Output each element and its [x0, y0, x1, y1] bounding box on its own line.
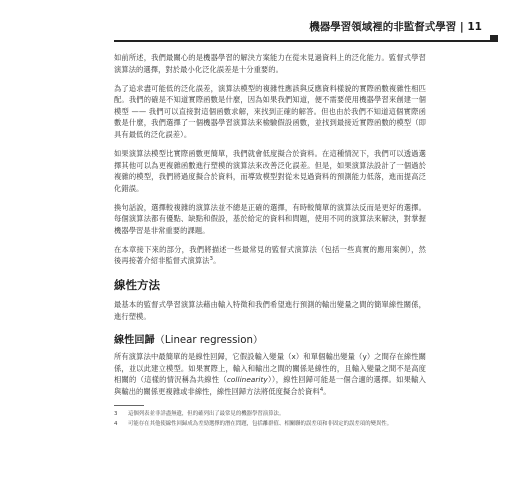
subsection-title-cjk: 線性回歸	[114, 335, 155, 347]
paragraph-linear-regression	[114, 351, 426, 397]
paragraph-algorithm-choice: 換句話說，選擇較複雜的演算法並不總是正確的選擇，有時較簡單的演算法反而是更好的選擇。每個演算法都有優點、缺點和假設，基於給定的資料和問題，使用不同的演算法來解決，對掌握機器學習是非常重要的課題。	[114, 202, 426, 235]
header-tab-marker	[490, 35, 498, 40]
footnote-ref-3[interactable]: 3	[209, 256, 214, 263]
lr-term-collinearity: collinearity	[226, 375, 268, 385]
lr-text-part2: ）），線性回歸可能是一個合適的選擇。如果輸入與輸出的關係更複雜或非線性，線性回歸方法將低度擬合於資料	[114, 375, 426, 397]
paragraph-chapter-overview-text: 在本章接下來的部分，我們將描述一些最常見的監督式演算法（包括一些真實的應用案例），然後再接著介紹非監督式演算法	[114, 244, 426, 266]
subsection-title-en: （Linear regression）	[154, 335, 264, 347]
lr-text-end: 。	[323, 387, 331, 397]
footnote-number: 4	[114, 420, 118, 427]
running-header-title: 機器學習領域裡的非監督式學習 | 11	[309, 21, 482, 33]
section-heading: 線性方法	[114, 278, 160, 293]
page-body	[114, 52, 426, 430]
paragraph-linear-methods: 最基本的監督式學習演算法藉由輸入特徵和我們希望進行預測的輸出變量之間的簡單線性關係，進行塑模。	[114, 300, 426, 321]
footnote-3	[114, 411, 426, 419]
footnote-number: 3	[114, 411, 118, 418]
footnote-text: 這個列表並非詳盡無遺，但的確列出了最常見的機器學習演算法。	[128, 411, 285, 418]
paragraph-intro: 如前所述，我們最關心的是機器學習的解決方案能力在從未見過資料上的泛化能力。監督式學習演算法的選擇，對於最小化泛化誤差是十分重要的。	[114, 53, 426, 74]
footnote-divider	[114, 405, 144, 406]
running-header	[0, 0, 520, 47]
paragraph-chapter-overview	[114, 244, 426, 267]
subsection-heading	[114, 331, 426, 346]
header-rule	[114, 40, 498, 42]
footnote-text: 可能存在其他使線性回歸成為差勁選擇的潛在問題，包括離群值、相關聯的誤差項和非固定的誤差項的變異性。	[128, 420, 393, 427]
footnote-ref-4[interactable]: 4	[319, 387, 324, 394]
paragraph-generalization: 為了追求盡可能低的泛化誤差，演算法模型的複雜性應該與反應資料樣貌的實際函數複雜性相匹配。我們的確是不知道實際函數是什麼，因為如果我們知道，便不需要使用機器學習來創建一個模型 —— 我們可以直接對這個函數求解，來找到正確的解答。但也由於我們不知道這個實際函數是什麼，我們選擇了一個機器學習演算法來檢驗假設函數，並找到最接近實際函數的模型（即具有最低的泛化誤差）。	[114, 83, 426, 139]
footnote-4	[114, 421, 426, 429]
lr-text-part1: 所有演算法中最簡單的是線性回歸，它假設輸入變量（x）和單個輸出變量（y）之間存在線性關係，並以此建立模型。如果實際上，輸入和輸出之間的關係是線性的，且輸入變量之間不是高度相關的（這樣的情況稱為共線性（	[114, 352, 426, 385]
paragraph-underfitting: 如果演算法模型比實際函數更簡單，我們就會低度擬合於資料。在這種情況下，我們可以透過選擇其他可以為更複雜函數進行塑模的演算法來改善泛化誤差。但是，如果演算法設計了一個過於複雜的模型，我們將過度擬合於資料，而導致模型對從未見過資料的預測能力低落，進而提高泛化錯誤。	[114, 148, 426, 193]
paragraph-end-mark: 。	[213, 256, 221, 266]
